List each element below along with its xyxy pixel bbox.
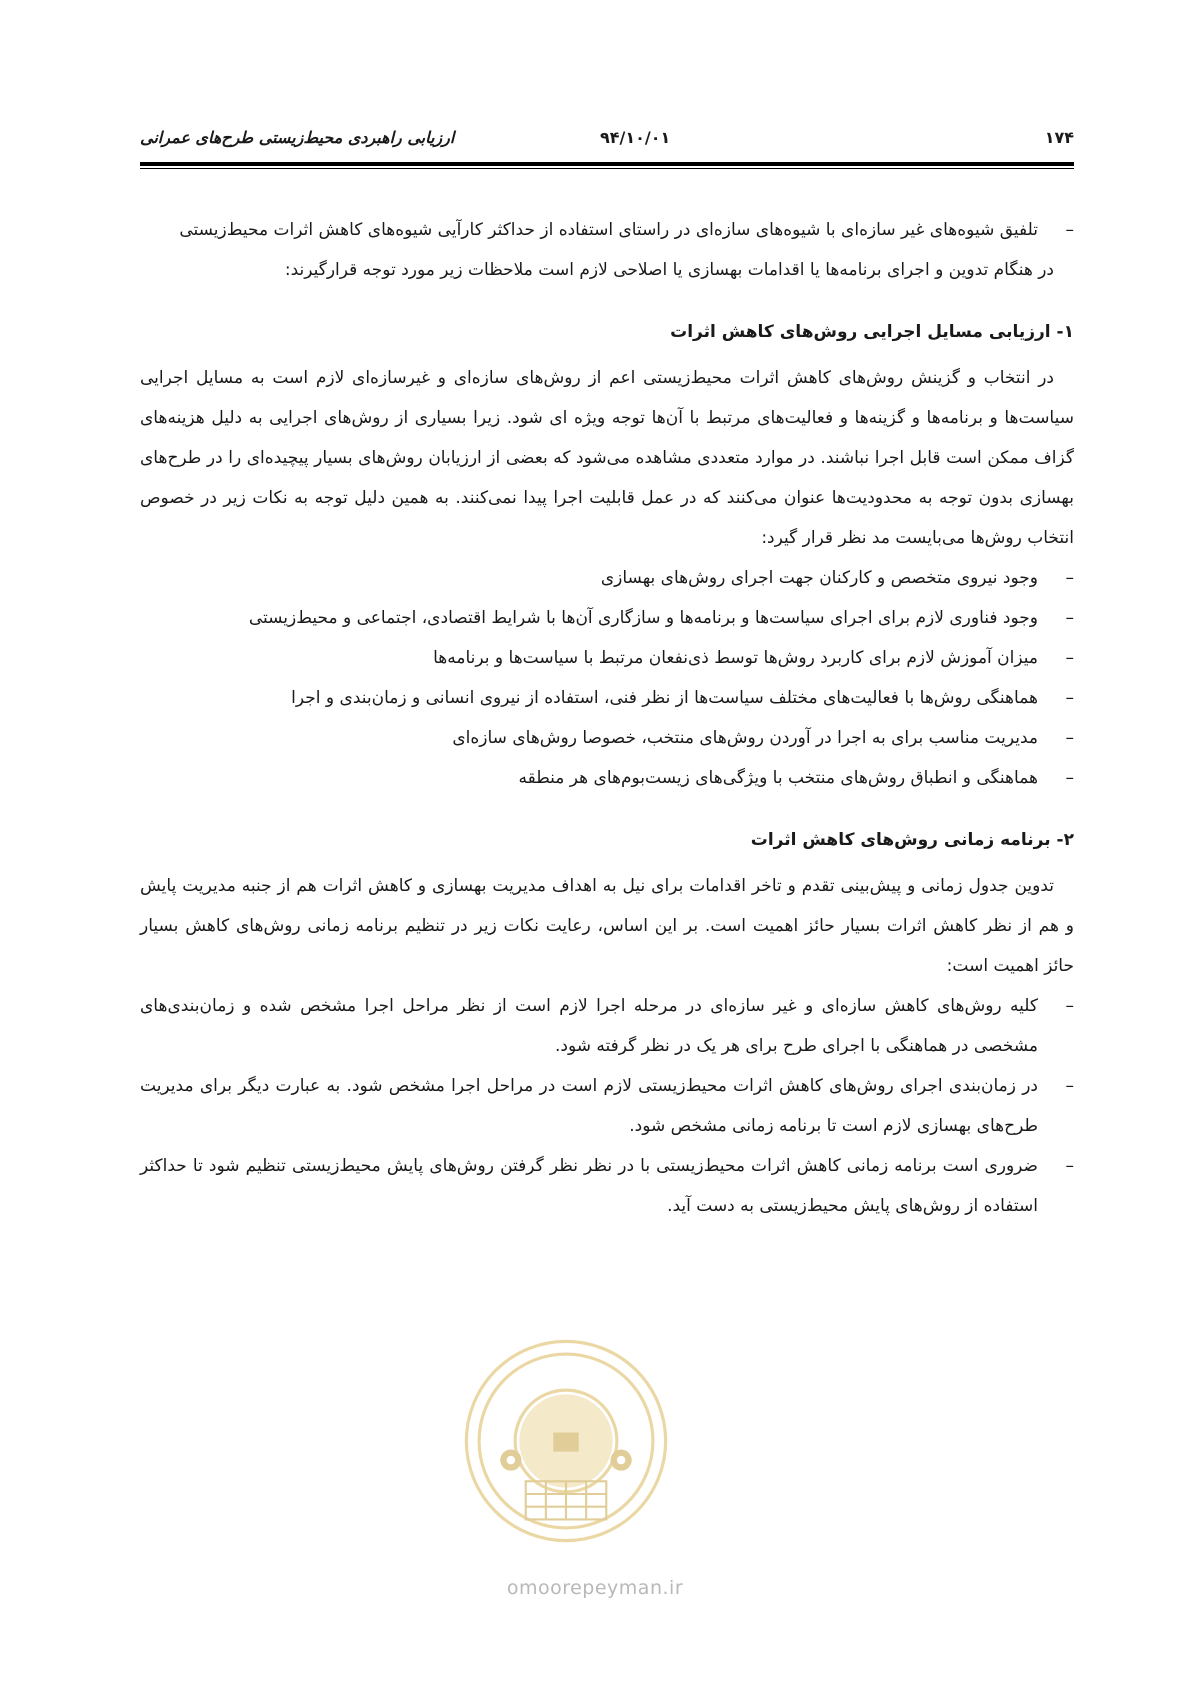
- section2-bullet-text: کلیه روش‌های کاهش سازه‌ای و غیر سازه‌ای در مرحله اجرا لازم است از نظر مراحل اجرا مشخص شده و زمان‌بندی‌های مشخصی در هماهنگی با اجرای طرح برای هر یک در نظر گرفته شود.: [140, 996, 1038, 1056]
- header-rule-thick: [140, 162, 1074, 166]
- section1-heading: ۱- ارزیابی مسایل اجرایی روش‌های کاهش اثرات: [670, 322, 1074, 342]
- intro-paragraph: در هنگام تدوین و اجرای برنامه‌ها یا اقدامات بهسازی یا اصلاحی لازم است ملاحظات زیر مورد توجه قرارگیرند:: [284, 260, 1054, 280]
- section1-bullet: [140, 638, 1074, 678]
- bullet-dash: –: [1065, 1076, 1074, 1096]
- section1-bullet: [140, 558, 1074, 598]
- main-content: [140, 210, 1074, 1226]
- header-rule-thin: [140, 168, 1074, 169]
- section1-bullet: [140, 758, 1074, 798]
- header-date: ۹۴/۱۰/۰۱: [600, 128, 671, 147]
- bullet-dash: –: [1065, 220, 1074, 240]
- section1-bullet-text: هماهنگی و انطباق روش‌های منتخب با ویژگی‌های زیست‌بوم‌های هر منطقه: [518, 768, 1038, 788]
- running-header: [140, 128, 1074, 154]
- section1-bullet: [140, 598, 1074, 638]
- section2-bullet-text: ضروری است برنامه زمانی کاهش اثرات محیط‌زیستی با در نظر نظر گرفتن روش‌های پایش محیط‌زیستی تنظیم شود تا حداکثر استفاده از روش‌های پایش محیط‌زیستی به دست آید.: [140, 1156, 1038, 1216]
- page-number: ۱۷۴: [1044, 128, 1074, 147]
- section2-paragraph: تدوین جدول زمانی و پیش‌بینی تقدم و تاخر اقدامات برای نیل به اهداف مدیریت بهسازی و کاهش اثرات هم از جنبه مدیریت پایش و هم از نظر کاهش اثرات بسیار حائز اهمیت است. بر این اساس، رعایت نکات زیر در تنظیم برنامه زمانی روش‌های کاهش بسیار حائز اهمیت است:: [140, 876, 1074, 976]
- bullet-dash: –: [1065, 568, 1074, 588]
- section2-bullet: [140, 1146, 1074, 1226]
- header-title: ارزیابی راهبردی محیط‌زیستی طرح‌های عمرانی: [140, 128, 455, 147]
- bullet-dash: –: [1065, 996, 1074, 1016]
- section1-bullet-text: وجود فناوری لازم برای اجرای سیاست‌ها و برنامه‌ها و سازگاری آن‌ها با شرایط اقتصادی، اجتماعی و محیط‌زیستی: [248, 608, 1038, 628]
- section2-bullet-text: در زمان‌بندی اجرای روش‌های کاهش اثرات محیط‌زیستی لازم است در مراحل اجرا مشخص شود. به عبارت دیگر برای مدیریت طرح‌های بهسازی لازم است تا برنامه زمانی مشخص شود.: [140, 1076, 1038, 1136]
- section1-paragraph: در انتخاب و گزینش روش‌های کاهش اثرات محیط‌زیستی اعم از روش‌های سازه‌ای و غیرسازه‌ای لازم است به مسایل اجرایی سیاست‌ها و برنامه‌ها و گزینه‌ها و فعالیت‌های مرتبط با آن‌ها توجه ویژه ای شود. زیرا بسیاری از روش‌های اجرایی به دلیل هزینه‌های گزاف ممکن است قابل اجرا نباشند. در موارد متعددی مشاهده می‌شود که بعضی از ارزیابان روش‌های بسیار پیچیده‌ای را در طرح‌های بهسازی بدون توجه به محدودیت‌ها عنوان می‌کنند که در عمل قابلیت اجرا پیدا نمی‌کنند. به همین دلیل توجه به نکات زیر در خصوص انتخاب روش‌ها می‌بایست مد نظر قرار گیرد:: [140, 368, 1074, 548]
- section1-bullet: [140, 718, 1074, 758]
- bullet-dash: –: [1065, 728, 1074, 748]
- section1-bullet-text: میزان آموزش لازم برای کاربرد روش‌ها توسط ذی‌نفعان مرتبط با سیاست‌ها و برنامه‌ها: [433, 648, 1038, 668]
- section1-bullet-text: مدیریت مناسب برای به اجرا در آوردن روش‌های منتخب، خصوصا روش‌های سازه‌ای: [452, 728, 1038, 748]
- watermark-seal-icon: [460, 1335, 672, 1547]
- section1-bullet-text: وجود نیروی متخصص و کارکنان جهت اجرای روش‌های بهسازی: [600, 568, 1038, 588]
- section2-bullet: [140, 1066, 1074, 1146]
- bullet-dash: –: [1065, 608, 1074, 628]
- bullet-dash: –: [1065, 1156, 1074, 1176]
- intro-bullet-text: تلفیق شیوه‌های غیر سازه‌ای با شیوه‌های سازه‌ای در راستای استفاده از حداکثر کارآیی شیوه‌های کاهش اثرات محیط‌زیستی: [179, 220, 1038, 240]
- section2-heading: ۲- برنامه زمانی روش‌های کاهش اثرات: [750, 830, 1074, 850]
- bullet-dash: –: [1065, 688, 1074, 708]
- bullet-dash: –: [1065, 648, 1074, 668]
- bullet-dash: –: [1065, 768, 1074, 788]
- intro-bullet: [140, 210, 1074, 250]
- watermark-url: omoorepeyman.ir: [506, 1577, 684, 1599]
- section1-bullet: [140, 678, 1074, 718]
- section2-bullet: [140, 986, 1074, 1066]
- section1-bullet-text: هماهنگی روش‌ها با فعالیت‌های مختلف سیاست‌ها از نظر فنی، استفاده از نیروی انسانی و زمان‌بندی و اجرا: [291, 688, 1038, 708]
